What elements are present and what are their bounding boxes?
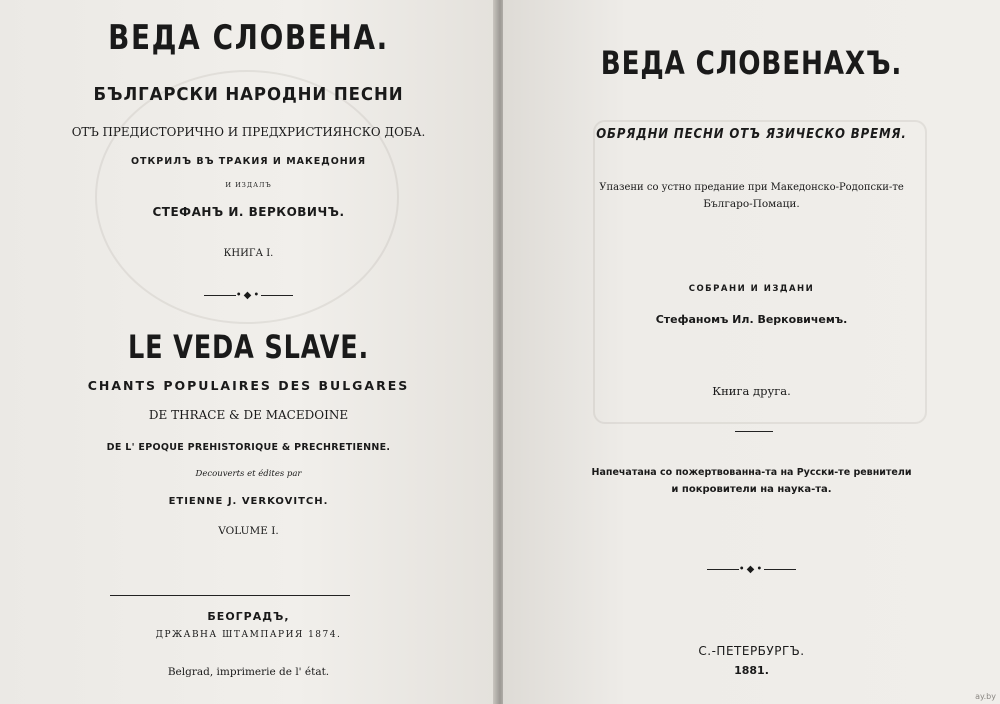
author-fr: ETIENNE J. VERKOVITCH. (168, 496, 329, 507)
printed-line1: Напечатана со пожертвованна-та на Русски-те ревнители (591, 467, 912, 478)
author: Стефаномъ Ил. Верковичемъ. (655, 313, 848, 326)
year: 1881. (734, 664, 769, 677)
volume-fr: VOLUME I. (218, 525, 279, 537)
note-line1: Упазени со устно предание при Македонско-Родопски-те (599, 181, 904, 193)
subtitle-bg: БЪЛГАРСКИ НАРОДНИ ПЕСНИ (93, 84, 404, 105)
title: ВЕДА СЛОВЕНАХЪ. (600, 44, 903, 82)
right-page (503, 0, 1000, 704)
watermark: ay.by (975, 692, 996, 701)
collected: СОБРАНИ И ИЗДАНИ (688, 284, 815, 294)
city-bg: БЕОГРАДЪ, (207, 610, 290, 623)
found-bg: ОТКРИЛЪ ВЪ ТРАКИЯ И МАКЕДОНИЯ (130, 156, 367, 167)
author-bg: СТЕФАНЪ И. ВЕРКОВИЧЪ. (152, 205, 345, 219)
title-fr: LE VEDA SLAVE. (127, 328, 370, 366)
imprint-rule (110, 595, 350, 596)
book-bg: КНИГА I. (223, 248, 274, 259)
printer-fr: Belgrad, imprimerie de l' état. (167, 666, 330, 678)
bleed-through-portrait (95, 70, 399, 324)
divider-ornament-right: •◆• (503, 564, 1000, 575)
and-published-bg: И ИЗДАЛЪ (225, 181, 272, 189)
subtitle-fr: CHANTS POPULAIRES DES BULGARES (87, 378, 410, 393)
found-fr: Decouverts et édites par (195, 469, 302, 479)
period-bg: ОТЪ ПРЕДИСТОРИЧНО И ПРЕДХРИСТИЯНСКО ДОБА. (71, 124, 426, 139)
left-page (0, 0, 497, 704)
period-fr: DE L' EPOQUE PREHISTORIQUE & PRECHRETIENNE. (106, 442, 391, 453)
region-fr: DE THRACE & DE MACEDOINE (148, 408, 349, 422)
bleed-through-illustration (593, 120, 927, 424)
book: Книга друга. (712, 384, 791, 398)
divider-ornament: •◆• (0, 290, 497, 301)
note-line2: Българо-Помаци. (703, 198, 800, 210)
short-rule (735, 431, 773, 432)
printer-bg: ДРЖАВНА ШТАМПАРИЯ 1874. (155, 630, 342, 640)
subtitle: ОБРЯДНИ ПЕСНИ ОТЪ ЯЗИЧЕСКО ВРЕМЯ. (596, 127, 907, 142)
title-bg: ВЕДА СЛОВЕНА. (108, 18, 389, 58)
printed-line2: и покровители на наука-та. (671, 484, 832, 495)
city: С.-ПЕТЕРБУРГЪ. (698, 644, 805, 658)
